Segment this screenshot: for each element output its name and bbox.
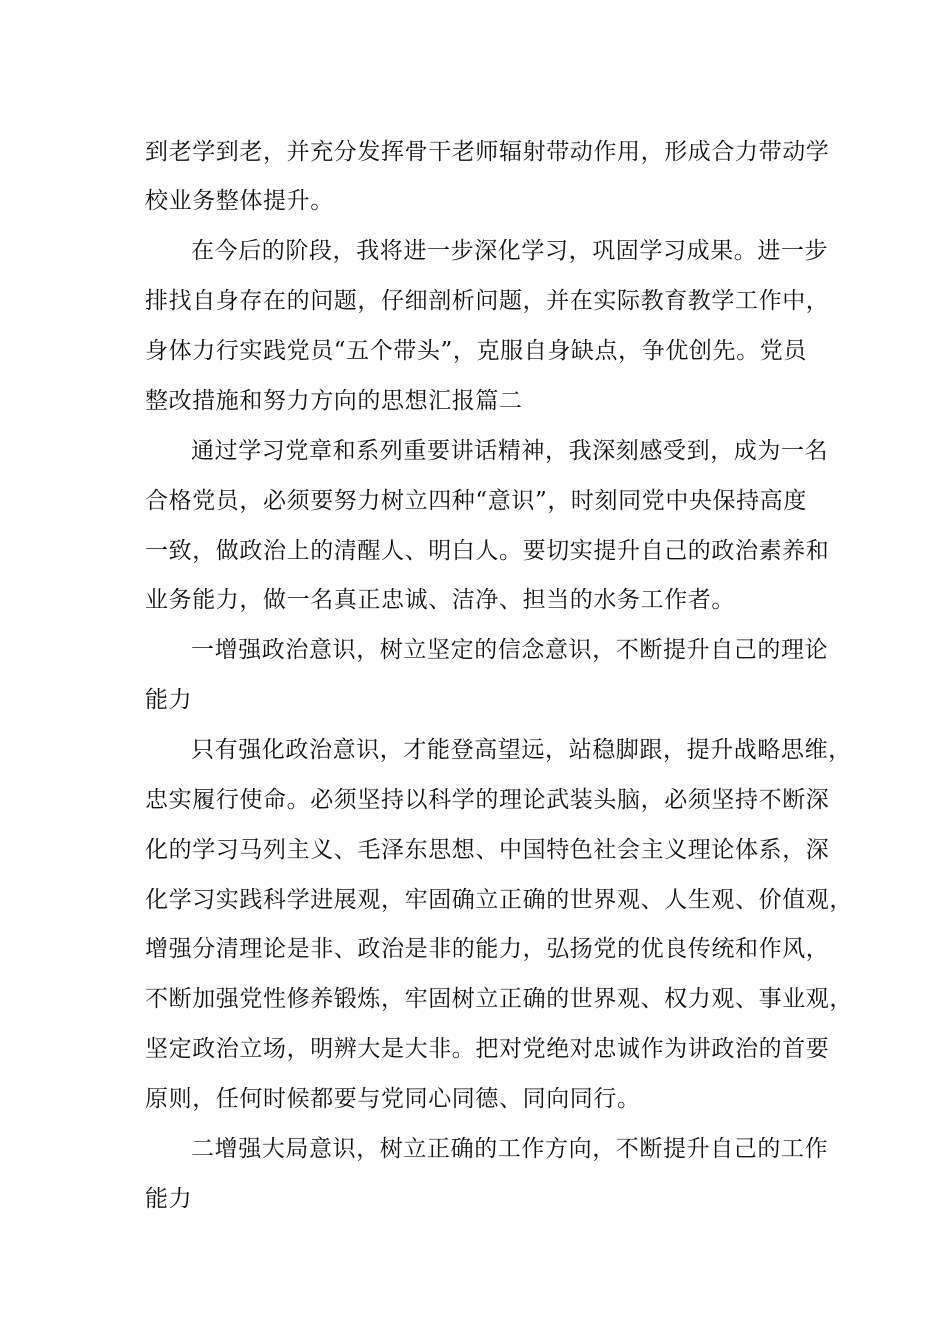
paragraph-first-line: 只有强化政治意识，才能登高望远，站稳脚跟，提升战略思维， xyxy=(191,737,852,763)
section-heading-1: 一增强政治意识，树立坚定的信念意识，不断提升自己的理论 xyxy=(191,637,829,663)
text-line: 业务能力，做一名真正忠诚、洁净、担当的水务工作者。 xyxy=(145,587,735,613)
paragraph-first-line: 在今后的阶段，我将进一步深化学习，巩固学习成果。进一步 xyxy=(191,238,829,264)
text-line: 忠实履行使命。必须坚持以科学的理论武装头脑，必须坚持不断深 xyxy=(145,787,830,813)
text-line: 增强分清理论是非、政治是非的能力，弘扬党的优良传统和作风， xyxy=(145,936,830,962)
text-line: 排找自身存在的问题，仔细剖析问题，并在实际教育教学工作中， xyxy=(145,288,830,314)
text-line: 到老学到老，并充分发挥骨干老师辐射带动作用，形成合力带动学 xyxy=(145,139,830,165)
text-line: 校业务整体提升。 xyxy=(145,188,334,214)
section-heading-2: 二增强大局意识，树立正确的工作方向，不断提升自己的工作 xyxy=(191,1136,829,1162)
text-line: 坚定政治立场，明辨大是大非。把对党绝对忠诚作为讲政治的首要 xyxy=(145,1036,830,1062)
text-line: 原则，任何时候都要与党同心同德、同向同行。 xyxy=(145,1086,641,1112)
paragraph-first-line: 通过学习党章和系列重要讲话精神，我深刻感受到，成为一名 xyxy=(191,438,829,464)
text-line: 身体力行实践党员“五个带头”，克服自身缺点，争优创先。党员 xyxy=(145,338,807,364)
text-line: 化学习实践科学进展观，牢固确立正确的世界观、人生观、价值观， xyxy=(145,887,853,913)
text-line: 一致，做政治上的清醒人、明白人。要切实提升自己的政治素养和 xyxy=(145,538,830,564)
text-line: 不断加强党性修养锻炼，牢固树立正确的世界观、权力观、事业观， xyxy=(145,986,853,1012)
section-heading-2-cont: 能力 xyxy=(145,1186,193,1212)
text-line: 化的学习马列主义、毛泽东思想、中国特色社会主义理论体系，深 xyxy=(145,837,830,863)
section-heading-1-cont: 能力 xyxy=(145,687,193,713)
text-line: 整改措施和努力方向的思想汇报篇二 xyxy=(145,388,523,414)
text-line: 合格党员，必须要努力树立四种“意识”，时刻同党中央保持高度 xyxy=(145,488,807,514)
